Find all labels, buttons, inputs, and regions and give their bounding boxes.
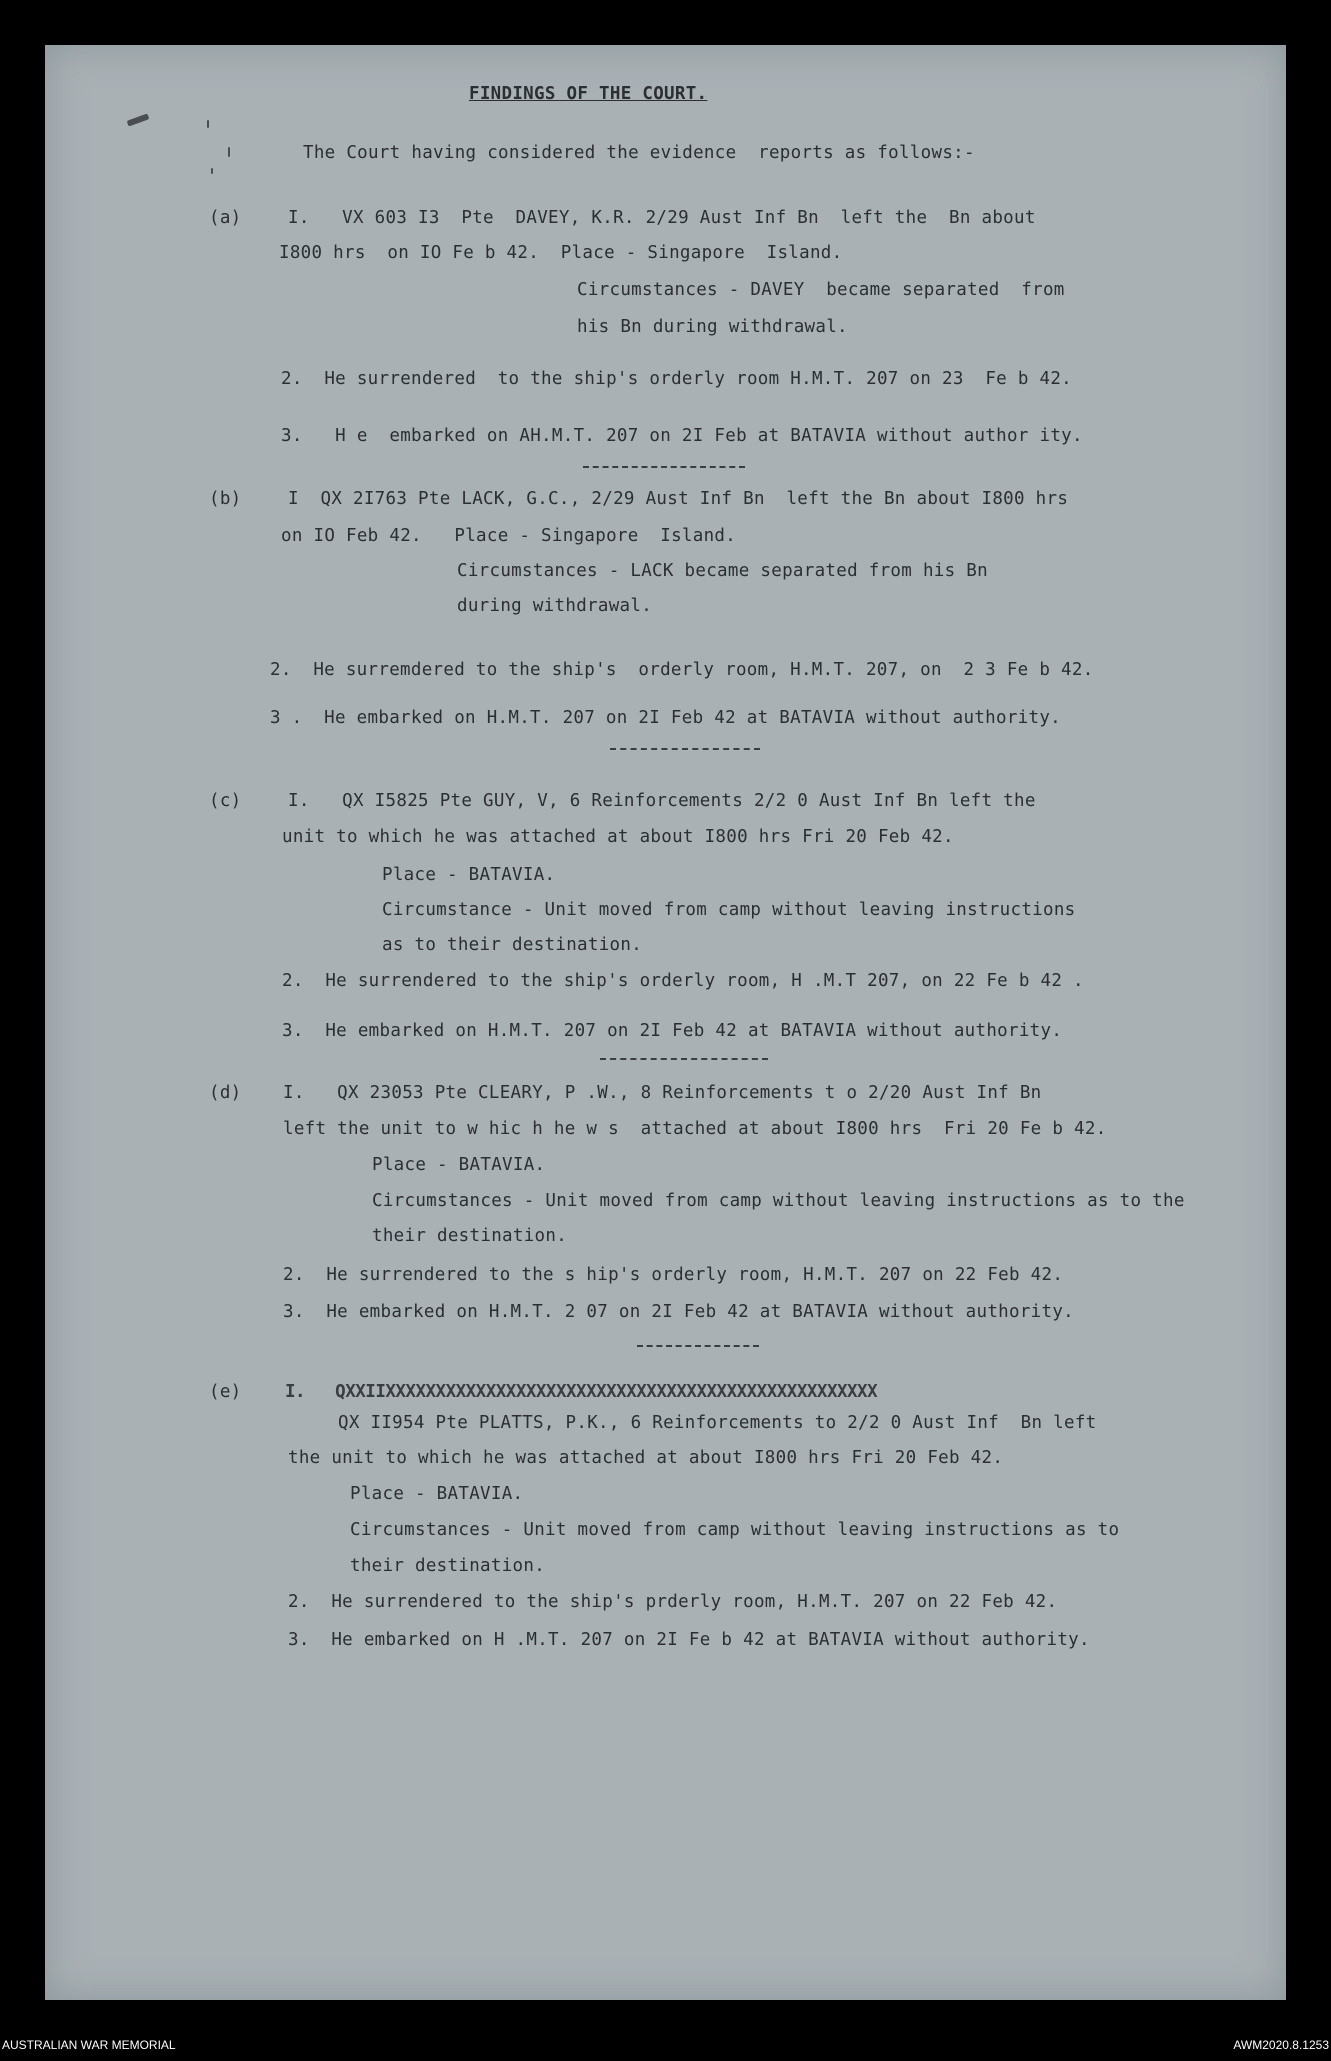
section-divider	[610, 748, 760, 750]
text-line: Circumstance - Unit moved from camp without leaving instructions	[382, 900, 1076, 920]
footer-item-id: AWM2020.8.1253	[1233, 2038, 1329, 2052]
text-line: 3. He embarked on H.M.T. 2 07 on 2I Feb 42 at BATAVIA without authority.	[283, 1302, 1075, 1322]
text-line: Circumstances - Unit moved from camp without leaving instructions as to	[350, 1520, 1120, 1540]
text-line: QX II954 Pte PLATTS, P.K., 6 Reinforcements to 2/2 0 Aust Inf Bn left	[338, 1413, 1097, 1433]
text-line: Circumstances - LACK became separated from his Bn	[457, 561, 988, 581]
struck-out-line: I. QXXIIXXXXXXXXXXXXXXXXXXXXXXXXXXXXXXXXXXXXXXXXXXXXXXXXX	[285, 1382, 878, 1402]
text-line: their destination.	[350, 1556, 546, 1576]
text-line: as to their destination.	[382, 935, 643, 955]
text-line: 3. He embarked on H.M.T. 207 on 2I Feb 42 at BATAVIA without authority.	[282, 1021, 1063, 1041]
section-divider	[583, 466, 745, 468]
text-line: 2. He surrendered to the ship's orderly room H.M.T. 207 on 23 Fe b 42.	[281, 369, 1073, 389]
text-line: 2. He surrendered to the ship's orderly room, H .M.T 207, on 22 Fe b 42 .	[282, 971, 1084, 991]
text-line: on IO Feb 42. Place - Singapore Island.	[281, 526, 737, 546]
text-line: 3 . He embarked on H.M.T. 207 on 2I Feb 42 at BATAVIA without authority.	[270, 708, 1062, 728]
text-line: 3. He embarked on H .M.T. 207 on 2I Fe b 42 at BATAVIA without authority.	[288, 1630, 1090, 1650]
text-line: Circumstances - Unit moved from camp without leaving instructions as to the	[372, 1191, 1185, 1211]
section-label-e: (e)	[209, 1382, 242, 1402]
paper-mark	[228, 147, 230, 157]
intro-text: The Court having considered the evidence reports as follows:-	[303, 143, 975, 163]
paper-mark	[211, 168, 213, 174]
footer-archive-name: AUSTRALIAN WAR MEMORIAL	[2, 2038, 176, 2052]
section-label-d: (d)	[209, 1083, 242, 1103]
text-line: I800 hrs on IO Fe b 42. Place - Singapore Island.	[279, 243, 843, 263]
text-line: 2. He surrendered to the ship's prderly room, H.M.T. 207 on 22 Feb 42.	[288, 1592, 1058, 1612]
text-line: left the unit to w hic h he w s attached at about I800 hrs Fri 20 Fe b 42.	[283, 1119, 1107, 1139]
text-line: I. VX 603 I3 Pte DAVEY, K.R. 2/29 Aust Inf Bn left the Bn about	[288, 208, 1036, 228]
text-line: 2. He surremdered to the ship's orderly room, H.M.T. 207, on 2 3 Fe b 42.	[270, 660, 1094, 680]
section-divider	[600, 1058, 768, 1060]
text-line: I. QX I5825 Pte GUY, V, 6 Reinforcements 2/2 0 Aust Inf Bn left the	[288, 791, 1036, 811]
text-line: their destination.	[372, 1226, 568, 1246]
text-line: his Bn during withdrawal.	[577, 317, 848, 337]
text-line: the unit to which he was attached at about I800 hrs Fri 20 Feb 42.	[288, 1448, 1004, 1468]
document-sheet	[45, 45, 1286, 2000]
text-line: Place - BATAVIA.	[382, 865, 556, 885]
text-line: I. QX 23053 Pte CLEARY, P .W., 8 Reinforcements t o 2/20 Aust Inf Bn	[283, 1083, 1042, 1103]
section-label-c: (c)	[209, 791, 242, 811]
text-line: 3. H e embarked on AH.M.T. 207 on 2I Feb at BATAVIA without author ity.	[281, 426, 1083, 446]
text-line: unit to which he was attached at about I800 hrs Fri 20 Feb 42.	[282, 827, 954, 847]
paper-mark	[127, 113, 150, 126]
text-line: Circumstances - DAVEY became separated from	[577, 280, 1065, 300]
document-title: FINDINGS OF THE COURT.	[469, 84, 708, 104]
text-line: Place - BATAVIA.	[350, 1484, 524, 1504]
section-label-a: (a)	[209, 208, 242, 228]
paper-mark	[207, 120, 209, 128]
section-label-b: (b)	[209, 489, 242, 509]
text-line: Place - BATAVIA.	[372, 1155, 546, 1175]
text-line: I QX 2I763 Pte LACK, G.C., 2/29 Aust Inf Bn left the Bn about I800 hrs	[288, 489, 1069, 509]
section-divider	[637, 1345, 759, 1347]
text-line: 2. He surrendered to the s hip's orderly room, H.M.T. 207 on 22 Feb 42.	[283, 1265, 1064, 1285]
text-line: during withdrawal.	[457, 596, 653, 616]
